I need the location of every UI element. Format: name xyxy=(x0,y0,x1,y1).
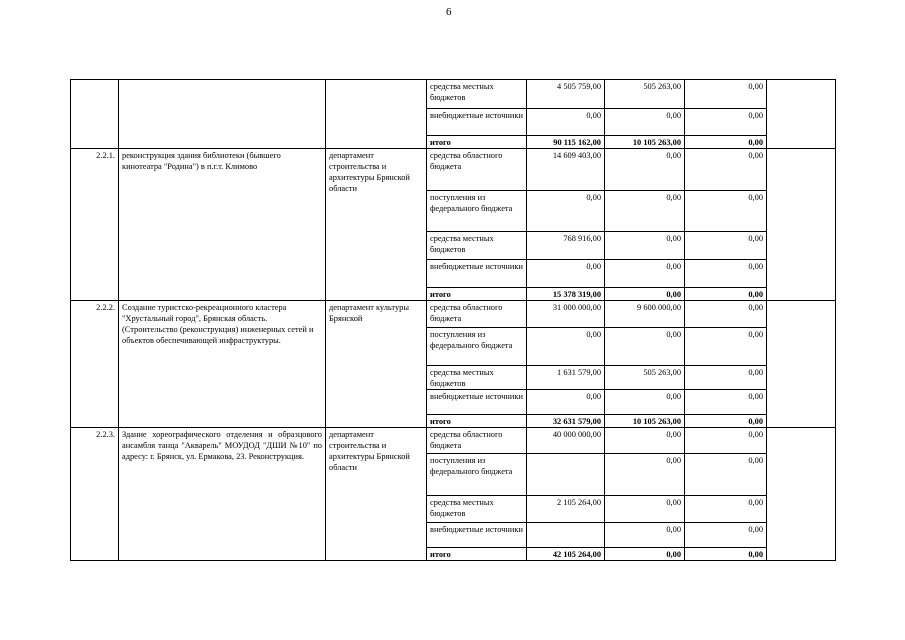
amount-cell: 0,00 xyxy=(605,109,685,136)
total-label: итого xyxy=(427,288,527,301)
amount-cell: 0,00 xyxy=(685,232,767,260)
total-amount: 15 378 319,00 xyxy=(527,288,605,301)
table-row xyxy=(71,80,836,109)
total-amount: 0,00 xyxy=(605,548,685,561)
amount-cell: 0,00 xyxy=(685,260,767,288)
amount-cell: 40 000 000,00 xyxy=(527,428,605,454)
empty-cell xyxy=(767,149,836,301)
amount-cell: 0,00 xyxy=(685,428,767,454)
table-row xyxy=(71,428,836,454)
empty-cell xyxy=(767,80,836,149)
amount-cell: 31 000 000,00 xyxy=(527,301,605,328)
source-cell: средства местных бюджетов xyxy=(427,80,527,109)
amount-cell: 0,00 xyxy=(685,454,767,496)
amount-cell: 0,00 xyxy=(527,191,605,232)
total-amount: 42 105 264,00 xyxy=(527,548,605,561)
amount-cell: 4 505 759,00 xyxy=(527,80,605,109)
amount-cell: 0,00 xyxy=(685,496,767,523)
amount-cell: 0,00 xyxy=(685,390,767,415)
total-amount: 0,00 xyxy=(685,288,767,301)
amount-cell: 505 263,00 xyxy=(605,366,685,390)
amount-cell: 9 600 000,00 xyxy=(605,301,685,328)
source-cell: поступления из федерального бюджета xyxy=(427,191,527,232)
amount-cell: 0,00 xyxy=(685,149,767,191)
total-amount: 10 105 263,00 xyxy=(605,415,685,428)
item-code: 2.2.2. xyxy=(71,301,119,428)
amount-cell: 505 263,00 xyxy=(605,80,685,109)
amount-cell: 0,00 xyxy=(605,191,685,232)
source-cell: внебюджетные источники xyxy=(427,109,527,136)
total-label: итого xyxy=(427,415,527,428)
empty-cell xyxy=(767,301,836,428)
source-cell: средства местных бюджетов xyxy=(427,496,527,523)
amount-cell: 0,00 xyxy=(605,496,685,523)
amount-cell: 0,00 xyxy=(685,366,767,390)
amount-cell: 0,00 xyxy=(527,390,605,415)
amount-cell: 0,00 xyxy=(605,523,685,548)
item-code: 2.2.1. xyxy=(71,149,119,301)
total-amount: 90 115 162,00 xyxy=(527,136,605,149)
executor-cell xyxy=(326,80,427,149)
total-amount: 0,00 xyxy=(685,136,767,149)
amount-cell: 0,00 xyxy=(685,328,767,366)
source-cell: средства областного бюджета xyxy=(427,149,527,191)
amount-cell: 0,00 xyxy=(605,454,685,496)
amount-cell xyxy=(527,523,605,548)
amount-cell: 0,00 xyxy=(527,260,605,288)
amount-cell: 1 631 579,00 xyxy=(527,366,605,390)
table-row xyxy=(71,149,836,191)
amount-cell: 0,00 xyxy=(685,109,767,136)
total-amount: 10 105 263,00 xyxy=(605,136,685,149)
source-cell: внебюджетные источники xyxy=(427,260,527,288)
amount-cell: 0,00 xyxy=(605,232,685,260)
source-cell: внебюджетные источники xyxy=(427,390,527,415)
amount-cell xyxy=(527,454,605,496)
total-label: итого xyxy=(427,136,527,149)
empty-cell xyxy=(767,428,836,561)
amount-cell: 0,00 xyxy=(605,428,685,454)
item-executor: департамент строительства и архитектуры Брянской области xyxy=(326,149,427,301)
amount-cell: 0,00 xyxy=(527,109,605,136)
item-code: 2.2.3. xyxy=(71,428,119,561)
amount-cell: 768 916,00 xyxy=(527,232,605,260)
source-cell: средства местных бюджетов xyxy=(427,366,527,390)
source-cell: поступления из федерального бюджета xyxy=(427,454,527,496)
amount-cell: 0,00 xyxy=(605,260,685,288)
name-cell xyxy=(119,80,326,149)
amount-cell: 0,00 xyxy=(527,328,605,366)
amount-cell: 0,00 xyxy=(685,301,767,328)
amount-cell: 0,00 xyxy=(605,328,685,366)
source-cell: средства областного бюджета xyxy=(427,428,527,454)
amount-cell: 0,00 xyxy=(685,523,767,548)
source-cell: внебюджетные источники xyxy=(427,523,527,548)
amount-cell: 0,00 xyxy=(605,390,685,415)
amount-cell: 0,00 xyxy=(685,191,767,232)
budget-table xyxy=(70,79,836,561)
total-amount: 0,00 xyxy=(685,415,767,428)
item-name: Здание хореографического отделения и образцового ансамбля танца "Акварель" МОУДОД "ДШИ №10" по адресу: г. Брянск, ул. Ермакова, 23. Реконструкция. xyxy=(119,428,326,561)
amount-cell: 2 105 264,00 xyxy=(527,496,605,523)
item-name: реконструкция здания библиотеки (бывшего кинотеатра "Родина") в п.г.т. Климово xyxy=(119,149,326,301)
item-executor: департамент строительства и архитектуры Брянской области xyxy=(326,428,427,561)
source-cell: средства местных бюджетов xyxy=(427,232,527,260)
source-cell: средства областного бюджета xyxy=(427,301,527,328)
amount-cell: 14 609 403,00 xyxy=(527,149,605,191)
item-executor: департамент культуры Брянской xyxy=(326,301,427,428)
amount-cell: 0,00 xyxy=(685,80,767,109)
amount-cell: 0,00 xyxy=(605,149,685,191)
code-cell xyxy=(71,80,119,149)
total-amount: 0,00 xyxy=(685,548,767,561)
total-amount: 0,00 xyxy=(605,288,685,301)
source-cell: поступления из федерального бюджета xyxy=(427,328,527,366)
total-label: итого xyxy=(427,548,527,561)
table-row xyxy=(71,301,836,328)
total-amount: 32 631 579,00 xyxy=(527,415,605,428)
page-number: 6 xyxy=(446,6,452,18)
item-name: Создание туристско-рекреационного кластера "Хрустальный город", Брянская область. (Строительство (реконструкция) инженерных сетей и объектов обеспечивающей инфраструктуры. xyxy=(119,301,326,428)
